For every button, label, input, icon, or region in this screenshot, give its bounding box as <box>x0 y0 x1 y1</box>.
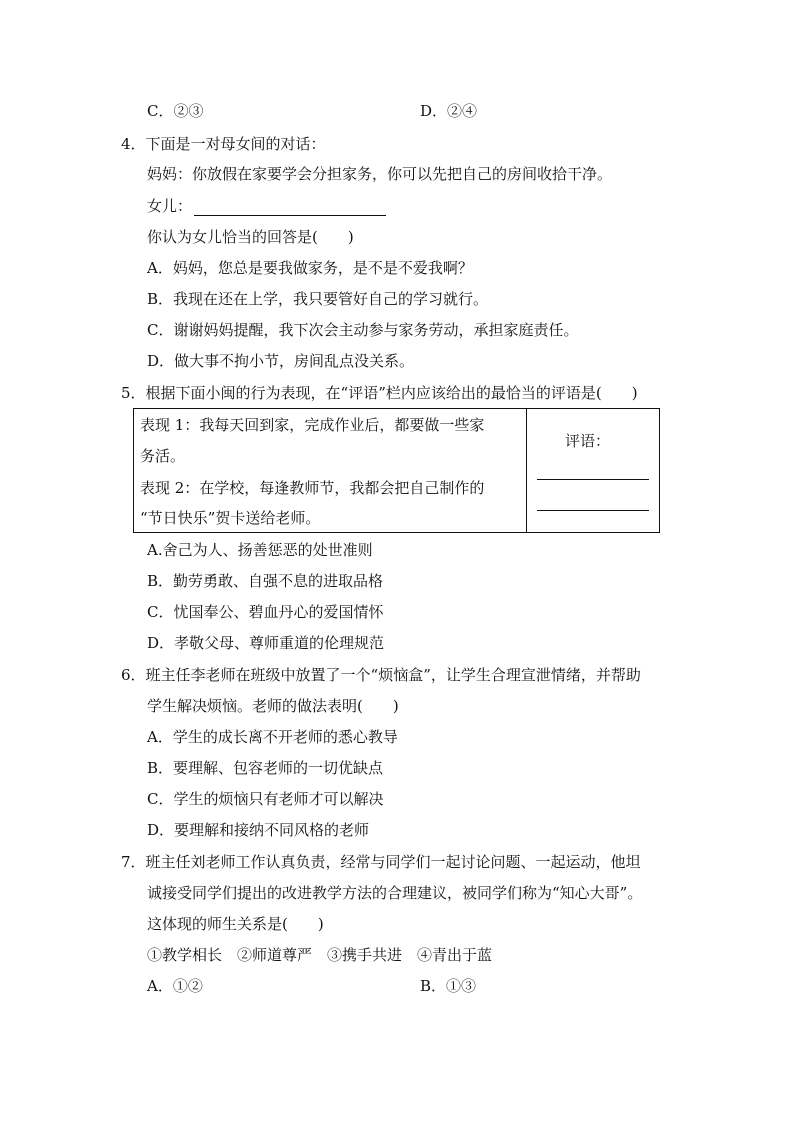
q7-option-b: B．①③ <box>420 977 477 995</box>
q5-option-c: C．忧国奉公、碧血丹心的爱国情怀 <box>147 603 384 621</box>
q5-evaluation-table <box>133 408 660 533</box>
q6-stem-line2: 学生解决烦恼。老师的做法表明( ) <box>147 697 399 715</box>
q3-option-c: C．②③ <box>147 102 204 120</box>
q6-stem-line1: 6．班主任李老师在班级中放置了一个“烦恼盒”，让学生合理宣泄情绪，并帮助 <box>121 666 641 684</box>
q5-performance-line: “节日快乐”贺卡送给老师。 <box>140 509 321 527</box>
q5-performance-line: 务活。 <box>140 447 186 465</box>
q4-answer-blank <box>194 199 386 216</box>
q7-stem-line3: 这体现的师生关系是( ) <box>147 915 324 933</box>
q6-option-a: A．学生的成长离不开老师的悉心教导 <box>147 728 398 746</box>
q4-option-d: D．做大事不拘小节，房间乱点没关系。 <box>147 352 415 370</box>
q3-option-d: D．②④ <box>420 102 478 120</box>
q5-performance-line: 表现 1：我每天回到家，完成作业后，都要做一些家 <box>140 416 485 434</box>
q4-stem: 4．下面是一对母女间的对话： <box>121 135 326 153</box>
q7-choices: ①教学相长 ②师道尊严 ③携手共进 ④青出于蓝 <box>147 946 493 964</box>
q4-prompt: 你认为女儿恰当的回答是( ) <box>147 228 354 246</box>
q6-option-b: B．要理解、包容老师的一切优缺点 <box>147 759 384 777</box>
q6-option-d: D．要理解和接纳不同风格的老师 <box>147 821 370 839</box>
q7-option-a: A．①② <box>147 977 203 995</box>
q5-comment-cell <box>527 409 659 532</box>
q4-option-c: C．谢谢妈妈提醒，我下次会主动参与家务劳动，承担家庭责任。 <box>147 321 579 339</box>
q7-stem-line2: 诚接受同学们提出的改进教学方法的合理建议，被同学们称为“知心大哥”。 <box>147 884 643 902</box>
q5-comment-blank <box>537 510 649 511</box>
q5-option-a: A.舍己为人、扬善惩恶的处世准则 <box>147 541 373 559</box>
q4-daughter-label: 女儿： <box>147 197 193 215</box>
q4-mom-line: 妈妈：你放假在家要学会分担家务，你可以先把自己的房间收拾干净。 <box>147 165 613 183</box>
q5-option-d: D．孝敬父母、尊师重道的伦理规范 <box>147 634 385 652</box>
q5-comment-blank <box>537 479 649 480</box>
q5-performance-line: 表现 2：在学校，每逢教师节，我都会把自己制作的 <box>140 479 485 497</box>
q5-comment-title: 评语： <box>565 432 611 450</box>
q4-option-b: B．我现在还在上学，我只要管好自己的学习就行。 <box>147 290 489 308</box>
q4-option-a: A．妈妈，您总是要我做家务，是不是不爱我啊？ <box>147 259 473 277</box>
q4-daughter-line <box>147 196 386 216</box>
q6-option-c: C．学生的烦恼只有老师才可以解决 <box>147 790 384 808</box>
q5-stem: 5．根据下面小闽的行为表现，在“评语”栏内应该给出的最恰当的评语是( ) <box>121 384 638 402</box>
q7-stem-line1: 7．班主任刘老师工作认真负责，经常与同学们一起讨论问题、一起运动，他坦 <box>121 853 641 871</box>
q5-option-b: B．勤劳勇敢、自强不息的进取品格 <box>147 572 384 590</box>
q5-performance-cell <box>134 409 527 532</box>
